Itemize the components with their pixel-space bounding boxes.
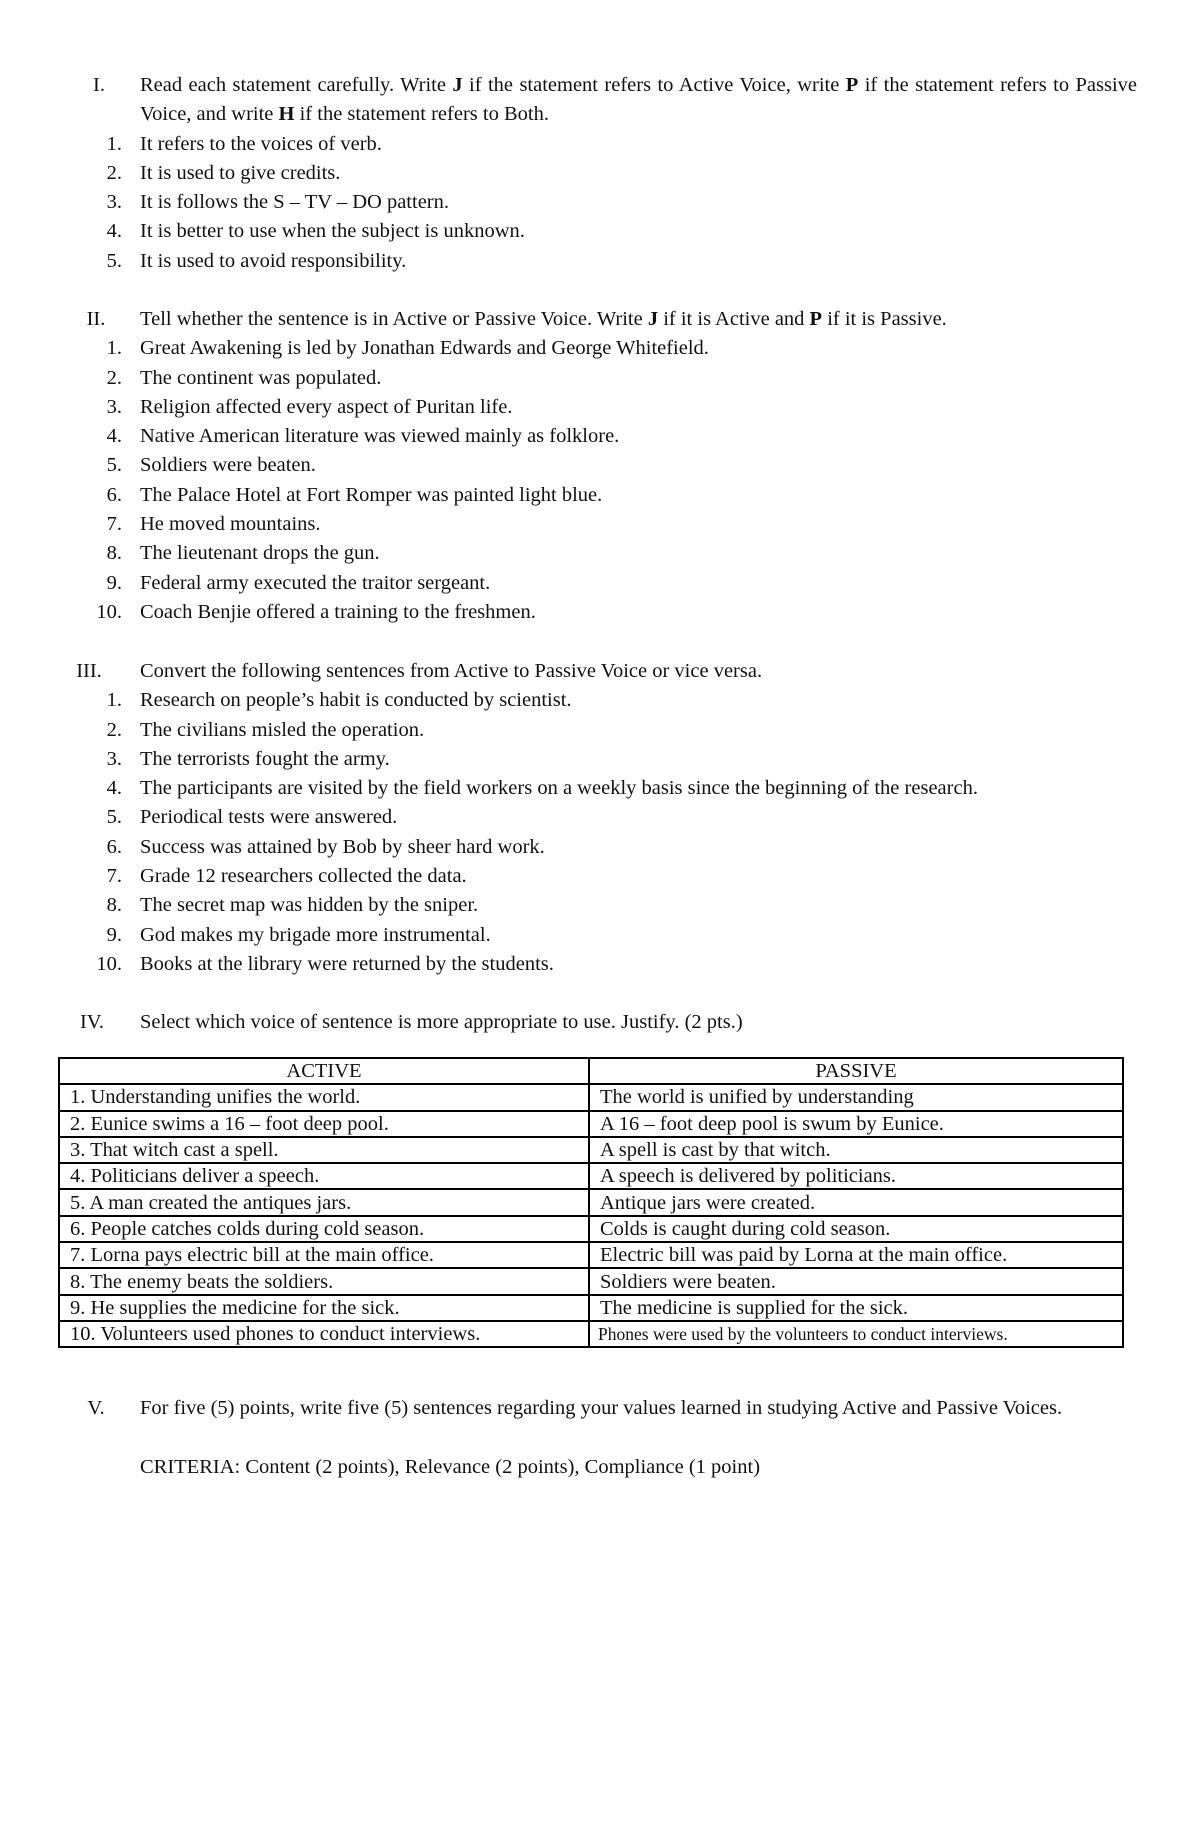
list-item: 3. The terrorists fought the army.	[106, 747, 390, 770]
table-row	[59, 1137, 1123, 1163]
roman-numeral: III.	[76, 660, 102, 682]
passive-cell: Colds is caught during cold season.	[589, 1216, 1123, 1242]
list-item: 1. Research on people’s habit is conducted by scientist.	[106, 689, 572, 712]
voice-comparison-table	[58, 1057, 1124, 1348]
list-item: 7. He moved mountains.	[106, 513, 321, 536]
passive-cell: The world is unified by understanding	[589, 1084, 1123, 1110]
section-4-instruction: Select which voice of sentence is more appropriate to use. Justify. (2 pts.)	[140, 1011, 743, 1033]
passive-column-header: PASSIVE	[589, 1058, 1123, 1084]
section-1	[0, 71, 1200, 276]
section-2-list	[0, 334, 1200, 627]
list-item: 2. It is used to give credits.	[106, 161, 341, 184]
criteria-text: CRITERIA: Content (2 points), Relevance (2 points), Compliance (1 point)	[140, 1456, 761, 1478]
table-row	[59, 1268, 1123, 1294]
table-row	[59, 1295, 1123, 1321]
section-3-list	[0, 686, 1200, 979]
passive-cell: A speech is delivered by politicians.	[589, 1163, 1123, 1189]
active-column-header: ACTIVE	[59, 1058, 589, 1084]
active-cell: 1. Understanding unifies the world.	[59, 1084, 589, 1110]
list-item: 1. It refers to the voices of verb.	[106, 132, 382, 155]
section-3-instruction: Convert the following sentences from Active to Passive Voice or vice versa.	[140, 660, 763, 682]
section-2-heading	[0, 305, 1200, 334]
active-cell: 3. That witch cast a spell.	[59, 1137, 589, 1163]
roman-numeral: I.	[93, 74, 105, 96]
list-item: 4. The participants are visited by the field workers on a weekly basis since the beginning of the research.	[106, 777, 978, 800]
section-1-instruction: Read each statement carefully. Write J if the statement refers to Active Voice, write P if the statement refers to Passive Voice, and write H if the statement refers to Both.	[140, 74, 1137, 126]
section-3	[0, 657, 1200, 979]
list-item: 8. The lieutenant drops the gun.	[106, 542, 380, 565]
list-item: 4. It is better to use when the subject is unknown.	[106, 220, 525, 243]
section-5-heading	[0, 1394, 1200, 1423]
list-item: 7. Grade 12 researchers collected the data.	[106, 865, 467, 888]
active-cell: 2. Eunice swims a 16 – foot deep pool.	[59, 1111, 589, 1137]
list-item: 5. It is used to avoid responsibility.	[106, 249, 407, 272]
active-cell: 4. Politicians deliver a speech.	[59, 1163, 589, 1189]
table-row	[59, 1242, 1123, 1268]
active-cell: 9. He supplies the medicine for the sick.	[59, 1295, 589, 1321]
section-2	[0, 305, 1200, 627]
passive-cell: A spell is cast by that witch.	[589, 1137, 1123, 1163]
list-item: 4. Native American literature was viewed mainly as folklore.	[106, 425, 620, 448]
active-cell: 5. A man created the antiques jars.	[59, 1189, 589, 1215]
list-item: 1. Great Awakening is led by Jonathan Edwards and George Whitefield.	[106, 337, 709, 360]
list-item: 6. Success was attained by Bob by sheer hard work.	[106, 835, 545, 858]
active-cell: 10. Volunteers used phones to conduct interviews.	[59, 1321, 589, 1347]
table-header-row	[59, 1058, 1123, 1084]
section-4-heading	[0, 1008, 1200, 1037]
section-2-instruction: Tell whether the sentence is in Active or Passive Voice. Write J if it is Active and P if it is Passive.	[140, 308, 947, 330]
roman-numeral: IV.	[79, 1011, 105, 1033]
roman-numeral: II.	[86, 308, 106, 330]
list-item: 5. Periodical tests were answered.	[106, 806, 398, 829]
passive-cell: Electric bill was paid by Lorna at the main office.	[589, 1242, 1123, 1268]
section-1-list	[0, 130, 1200, 276]
table-row	[59, 1216, 1123, 1242]
list-item: 3. Religion affected every aspect of Puritan life.	[106, 395, 513, 418]
list-item: 9. Federal army executed the traitor sergeant.	[106, 571, 491, 594]
list-item: 5. Soldiers were beaten.	[106, 454, 316, 477]
passive-cell: Antique jars were created.	[589, 1189, 1123, 1215]
active-cell: 6. People catches colds during cold season.	[59, 1216, 589, 1242]
list-item: 2. The continent was populated.	[106, 366, 382, 389]
active-cell: 8. The enemy beats the soldiers.	[59, 1268, 589, 1294]
table-row	[59, 1111, 1123, 1137]
passive-cell: Soldiers were beaten.	[589, 1268, 1123, 1294]
table-row	[59, 1321, 1123, 1347]
list-item: 10. Coach Benjie offered a training to the freshmen.	[96, 600, 536, 623]
section-4	[0, 1008, 1200, 1037]
list-item: 6. The Palace Hotel at Fort Romper was painted light blue.	[106, 483, 603, 506]
section-5-instruction: For five (5) points, write five (5) sentences regarding your values learned in studying Active and Passive Voices.	[140, 1397, 1063, 1419]
section-1-heading	[0, 71, 1200, 126]
roman-numeral: V.	[87, 1397, 105, 1419]
list-item: 8. The secret map was hidden by the sniper.	[106, 894, 479, 917]
list-item: 10. Books at the library were returned by the students.	[96, 952, 554, 975]
section-3-heading	[0, 657, 1200, 686]
active-cell: 7. Lorna pays electric bill at the main office.	[59, 1242, 589, 1268]
passive-cell: Phones were used by the volunteers to conduct interviews.	[589, 1321, 1123, 1347]
table-row	[59, 1084, 1123, 1110]
passive-cell: The medicine is supplied for the sick.	[589, 1295, 1123, 1321]
section-5	[0, 1394, 1200, 1478]
passive-cell: A 16 – foot deep pool is swum by Eunice.	[589, 1111, 1123, 1137]
list-item: 9. God makes my brigade more instrumental.	[106, 923, 491, 946]
list-item: 2. The civilians misled the operation.	[106, 718, 425, 741]
table-row	[59, 1163, 1123, 1189]
list-item: 3. It is follows the S – TV – DO pattern.	[106, 191, 450, 214]
table-row	[59, 1189, 1123, 1215]
